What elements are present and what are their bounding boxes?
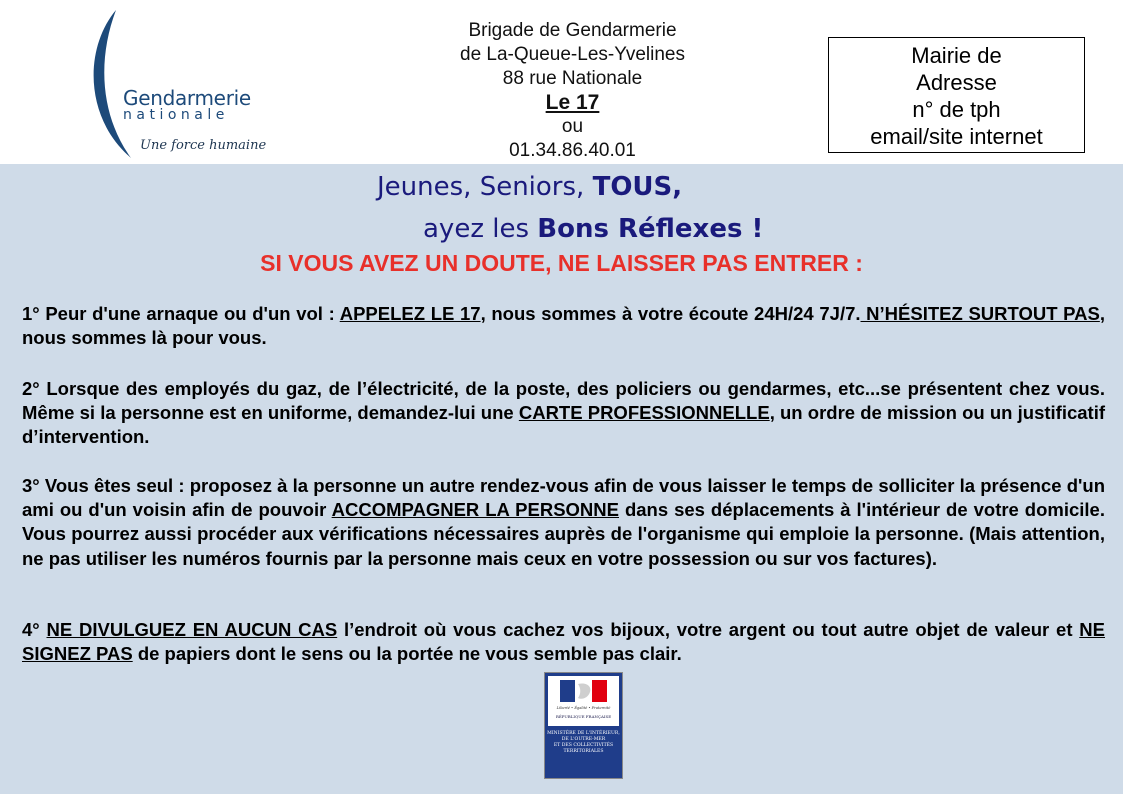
advice-paragraph-2 [22, 377, 1105, 450]
republique-label: RÉPUBLIQUE FRANÇAISE [555, 714, 612, 719]
marianne-block [548, 676, 619, 726]
ministere-name [547, 731, 620, 755]
slogan-line-1 [377, 172, 682, 202]
p2-text-a: 2° Lorsque des employés du gaz, de l’électricité, de la poste, des policiers ou gendarmes, etc...se présentent chez vous. Même si la personne est en uniforme, demandez-lui une [22, 378, 1105, 424]
brigade-or: ou [561, 116, 584, 137]
ministere-line-4: TERRITORIALES [563, 749, 604, 754]
mairie-box [828, 37, 1085, 153]
p1-underline-1: APPELEZ LE 17 [339, 303, 481, 324]
mairie-line-4: email/site internet [870, 124, 1043, 149]
p1-text-b: , nous sommes à votre écoute 24H/24 7J/7. [480, 303, 861, 324]
slogan-line-2 [423, 214, 763, 244]
p3-underline-1: ACCOMPAGNER LA PERSONNE [331, 499, 619, 521]
brigade-phone: 01.34.86.40.01 [509, 140, 636, 161]
advice-paragraph-4 [22, 618, 1105, 666]
brigade-address: 88 rue Nationale [502, 68, 643, 89]
p2-text-b: , un ordre de mission ou un justificatif d’intervention. [22, 402, 1106, 448]
p4-text-a: 4° [22, 619, 47, 640]
mairie-line-1: Mairie de [911, 43, 1002, 68]
advice-paragraph-3 [22, 474, 1105, 571]
p1-text-a: 1° Peur d'une arnaque ou d'un vol : [22, 303, 340, 324]
slogan-line-1-emphasis: TOUS, [592, 172, 683, 202]
slogan-line-2-text: ayez les [423, 214, 538, 244]
brigade-info [410, 19, 735, 163]
ministere-motto: Liberté • Égalité • Fraternité [556, 706, 611, 710]
brigade-line-2: de La-Queue-Les-Yvelines [460, 44, 685, 65]
mairie-line-3: n° de tph [912, 97, 1001, 122]
logo-subtitle: nationale [123, 107, 229, 123]
p4-underline-1: NE DIVULGUEZ EN AUCUN CAS [46, 619, 338, 640]
p4-underline-2: NE SIGNEZ PAS [22, 619, 1105, 665]
p1-text-c: , nous sommes là pour vous. [22, 303, 1105, 349]
ministere-line-3: ET DES COLLECTIVITÉS [553, 743, 614, 748]
header [0, 0, 1123, 164]
slogan-line-2-emphasis: Bons Réflexes ! [537, 214, 764, 244]
logo-motto: Une force humaine [140, 138, 267, 153]
ministere-logo [544, 672, 623, 779]
slogan-line-1-text: Jeunes, Seniors, [377, 172, 593, 202]
brigade-line-1: Brigade de Gendarmerie [468, 20, 677, 41]
p3-text-a: 3° Vous êtes seul : proposez à la personne un autre rendez-vous afin de vous laisser le temps de solliciter la présence d'un ami ou d'un voisin afin de pouvoir [22, 475, 1105, 521]
advice-paragraph-1 [22, 302, 1105, 350]
logo-title: Gendarmerie [123, 86, 251, 110]
p4-text-c: de papiers dont le sens ou la portée ne vous semble pas clair. [132, 643, 682, 665]
p4-text-b: l’endroit où vous cachez vos bijoux, votre argent ou tout autre objet de valeur et [337, 619, 1080, 640]
ministere-line-1: MINISTÈRE DE L'INTÉRIEUR, [547, 731, 620, 736]
p3-text-b: dans ses déplacements à l'intérieur de votre domicile. Vous pourrez aussi procéder aux vérifications nécessaires auprès de l'organisme qui emploie la personne. (Mais attention, ne pas utiliser les numéros fournis par la personne mais ceux en votre possession ou sur vos factures). [22, 499, 1105, 569]
emergency-number: Le 17 [545, 91, 600, 114]
marianne-icon [548, 676, 619, 726]
mairie-line-2: Adresse [916, 70, 997, 95]
warning-heading: SI VOUS AVEZ UN DOUTE, NE LAISSER PAS ENTRER : [260, 250, 863, 276]
ministere-line-2: DE L'OUTRE-MER [561, 737, 606, 742]
p2-underline-1: CARTE PROFESSIONNELLE [518, 402, 770, 424]
p1-underline-2: N’HÉSITEZ SURTOUT PAS [860, 303, 1100, 324]
